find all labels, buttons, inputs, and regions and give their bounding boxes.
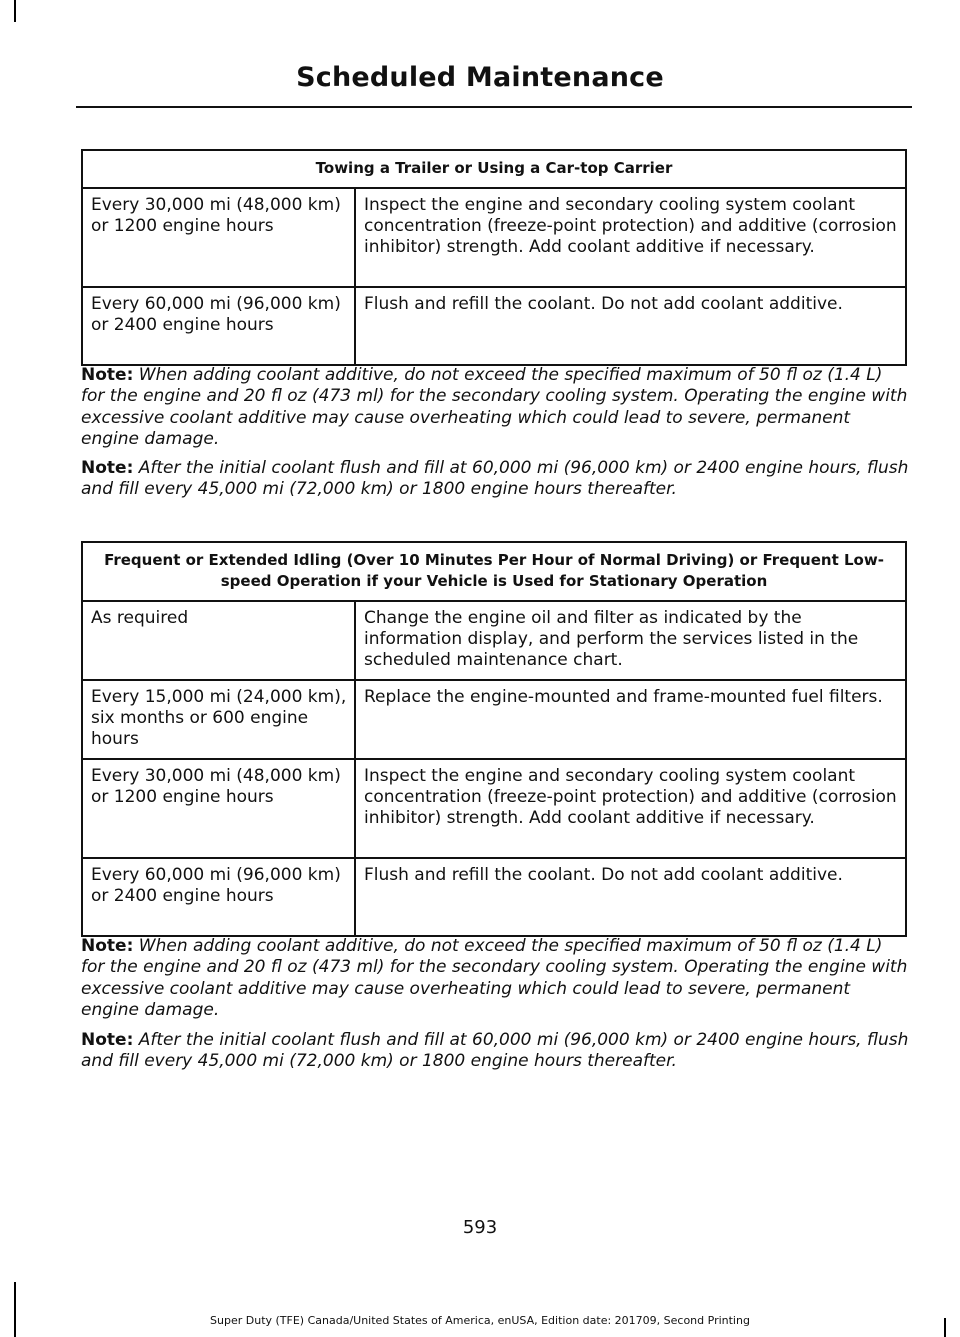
table-row	[82, 680, 906, 759]
interval-cell: Every 15,000 mi (24,000 km), six months or 600 engine hours	[82, 680, 355, 759]
table-title: Frequent or Extended Idling (Over 10 Minutes Per Hour of Normal Driving) or Frequent Low-speed Operation if your Vehicle is Used for Stationary Operation	[82, 542, 906, 601]
service-cell: Inspect the engine and secondary cooling system coolant concentration (freeze-point protection) and additive (corrosion inhibitor) strength. Add coolant additive if necessary.	[355, 759, 906, 858]
note-flush-interval	[81, 458, 911, 501]
towing-maintenance-table	[81, 149, 907, 366]
note-text: When adding coolant additive, do not exceed the specified maximum of 50 fl oz (1.4 L) for the engine and 20 fl oz (473 ml) for the secondary cooling system. Operating the engine with excessive coolant additive may cause overheating which could lead to severe, permanent engine damage.	[81, 365, 908, 449]
page-title: Scheduled Maintenance	[296, 62, 664, 93]
note-text: When adding coolant additive, do not exceed the specified maximum of 50 fl oz (1.4 L) for the engine and 20 fl oz (473 ml) for the secondary cooling system. Operating the engine with excessive coolant additive may cause overheating which could lead to severe, permanent engine damage.	[81, 936, 908, 1020]
interval-cell: Every 60,000 mi (96,000 km) or 2400 engine hours	[82, 858, 355, 936]
title-divider	[76, 106, 912, 108]
crop-mark-top-left	[14, 0, 16, 22]
table-title: Towing a Trailer or Using a Car-top Carrier	[82, 150, 906, 188]
crop-mark-bottom-left	[14, 1282, 16, 1337]
note-text: After the initial coolant flush and fill at 60,000 mi (96,000 km) or 2400 engine hours, flush and fill every 45,000 mi (72,000 km) or 1800 engine hours thereafter.	[81, 1030, 909, 1072]
note-label: Note:	[81, 1030, 134, 1050]
idling-maintenance-table	[81, 541, 907, 937]
service-cell: Flush and refill the coolant. Do not add coolant additive.	[355, 858, 906, 936]
service-cell: Inspect the engine and secondary cooling system coolant concentration (freeze-point protection) and additive (corrosion inhibitor) strength. Add coolant additive if necessary.	[355, 188, 906, 287]
note-label: Note:	[81, 365, 134, 385]
note-coolant-limit	[81, 936, 911, 1021]
interval-cell: Every 30,000 mi (48,000 km) or 1200 engine hours	[82, 759, 355, 858]
note-label: Note:	[81, 936, 134, 956]
table-row	[82, 287, 906, 365]
table-row	[82, 759, 906, 858]
interval-cell: Every 30,000 mi (48,000 km) or 1200 engine hours	[82, 188, 355, 287]
note-coolant-limit	[81, 365, 911, 450]
table-row	[82, 601, 906, 680]
service-cell: Change the engine oil and filter as indicated by the information display, and perform the services listed in the scheduled maintenance chart.	[355, 601, 906, 680]
note-label: Note:	[81, 458, 134, 478]
page-number: 593	[462, 1217, 498, 1238]
note-text: After the initial coolant flush and fill at 60,000 mi (96,000 km) or 2400 engine hours, flush and fill every 45,000 mi (72,000 km) or 1800 engine hours thereafter.	[81, 458, 909, 500]
interval-cell: As required	[82, 601, 355, 680]
interval-cell: Every 60,000 mi (96,000 km) or 2400 engine hours	[82, 287, 355, 365]
service-cell: Replace the engine-mounted and frame-mounted fuel filters.	[355, 680, 906, 759]
table-row	[82, 858, 906, 936]
service-cell: Flush and refill the coolant. Do not add coolant additive.	[355, 287, 906, 365]
table-row	[82, 188, 906, 287]
footer-edition-text: Super Duty (TFE) Canada/United States of America, enUSA, Edition date: 201709, Second Printing	[210, 1314, 750, 1327]
note-flush-interval	[81, 1030, 911, 1073]
